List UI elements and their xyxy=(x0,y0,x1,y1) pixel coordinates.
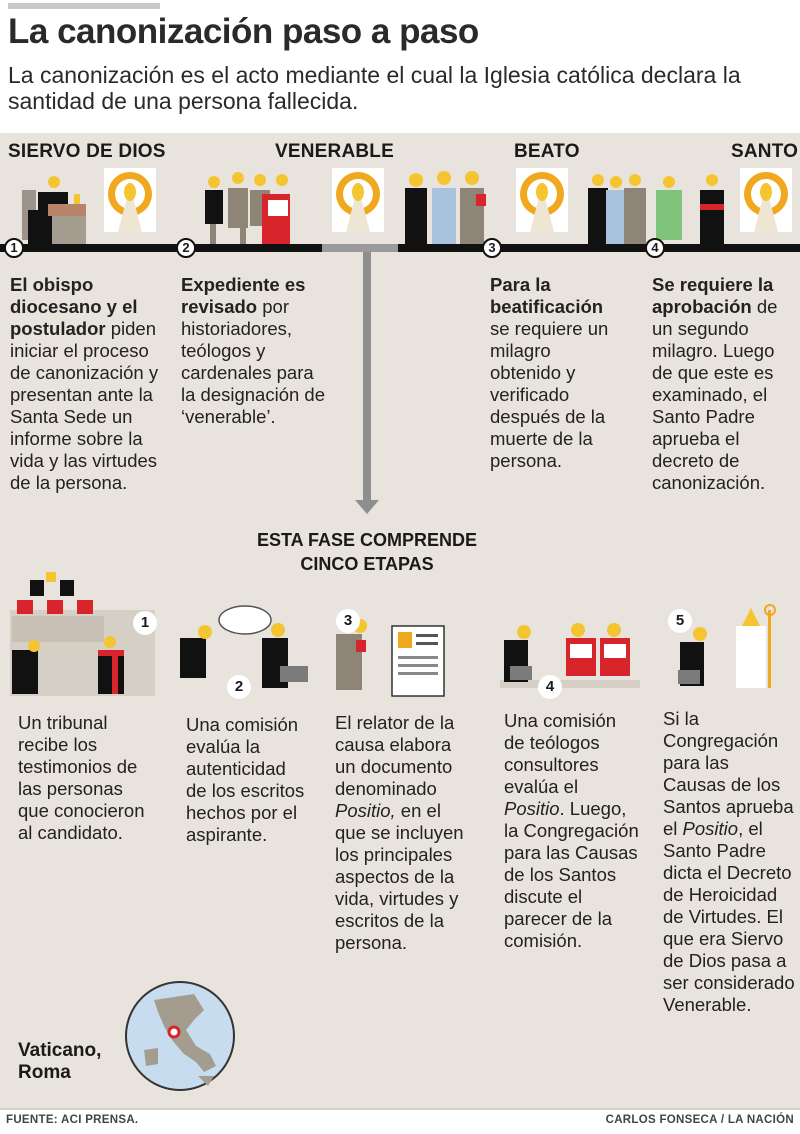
step-number-5: 5 xyxy=(668,609,692,633)
stage-desc-3-rest: se requiere un milagro obtenido y verificado después de la muerte de la persona. xyxy=(490,318,609,471)
stage-desc-1 xyxy=(10,274,170,494)
stage-number-1: 1 xyxy=(4,238,24,258)
top-accent-bar xyxy=(8,3,160,9)
step-desc-5-italic: Positio xyxy=(682,818,739,839)
pope-icon xyxy=(678,605,775,688)
arrow-line xyxy=(363,252,371,502)
footer-source: FUENTE: ACI PRENSA. xyxy=(6,1114,139,1126)
step-desc-5-a: Si la Congregación para las Causas de los Santos aprueba el xyxy=(663,708,794,839)
step-desc-3 xyxy=(335,712,475,954)
stage-title-venerable: VENERABLE xyxy=(275,141,394,162)
stage-number-2: 2 xyxy=(176,238,196,258)
footer-credit: CARLOS FONSECA / LA NACIÓN xyxy=(605,1114,794,1126)
step-desc-5 xyxy=(663,708,795,1016)
cardinals-icon xyxy=(205,172,290,244)
step-desc-4-b: . Luego, la Congregación para las Causas de los Santos discute el parecer de la comisión. xyxy=(504,798,639,951)
halo-icon-3 xyxy=(516,168,568,232)
step-desc-5-b: , el Santo Padre dicta el Decreto de Heroicidad de Virtudes. El que era Siervo de Dios pasa a ser considerado Venerable. xyxy=(663,818,795,1015)
stage-desc-2-rest: por historiadores, teólogos y cardenales para la designación de ‘venerable’. xyxy=(181,296,325,427)
location-label xyxy=(18,1040,101,1084)
step-desc-1: Un tribunal recibe los testimonios de las personas que conocieron al candidato. xyxy=(18,712,145,843)
rome-marker-icon xyxy=(169,1027,179,1037)
page-subtitle: La canonización es el acto mediante el cual la Iglesia católica declara la santidad de una persona fallecida. xyxy=(8,62,741,114)
stage-number-3: 3 xyxy=(482,238,502,258)
halo-icon-1 xyxy=(104,168,156,232)
halo-icon-4 xyxy=(740,168,792,232)
stage-title-santo: SANTO xyxy=(731,141,799,162)
group-pope-icon xyxy=(588,174,724,244)
stage-desc-3 xyxy=(490,274,625,472)
stage-desc-3-bold: Para la beatificación xyxy=(490,274,604,317)
stage-desc-4-bold: Se requiere la aprobación xyxy=(652,274,774,317)
stage-desc-2-bold: Expediente es revisado xyxy=(181,274,306,317)
stage-desc-2 xyxy=(181,274,326,428)
step-number-3: 3 xyxy=(336,609,360,633)
stage-desc-4 xyxy=(652,274,792,494)
stage-desc-1-bold: El obispo diocesano y el postulador xyxy=(10,274,138,339)
step-desc-3-a: El relator de la causa elabora un documento denominado xyxy=(335,712,455,799)
step-desc-3-italic: Positio, xyxy=(335,800,396,821)
doctors-priests-icon xyxy=(405,171,486,244)
footer-divider xyxy=(0,1108,800,1110)
step-desc-4 xyxy=(504,710,639,952)
stage-illustrations xyxy=(0,160,800,270)
step-number-2: 2 xyxy=(227,675,251,699)
stage-number-4: 4 xyxy=(645,238,665,258)
timeline-gap xyxy=(322,244,398,252)
halo-icon-2 xyxy=(332,168,384,232)
arrow-down-icon xyxy=(355,500,379,514)
stage-desc-4-rest: de un segundo milagro. Luego de que este es examinado, el Santo Padre aprueba el decreto de canonización. xyxy=(652,296,778,493)
step-desc-4-italic: Positio xyxy=(504,798,560,819)
step-desc-2: Una comisión evalúa la autenticidad de los escritos hechos por el aspirante. xyxy=(186,714,305,845)
timeline-bar xyxy=(0,244,800,252)
tribunal-icon xyxy=(10,572,155,696)
step-desc-4-a: Una comisión de teólogos consultores evalúa el xyxy=(504,710,617,797)
stage-title-beato: BEATO xyxy=(514,141,580,162)
page-title: La canonización paso a paso xyxy=(8,12,479,51)
italy-map-icon xyxy=(124,980,236,1092)
location-line-1: Vaticano, xyxy=(18,1040,102,1061)
phase-label: ESTA FASE COMPRENDE CINCO ETAPAS xyxy=(256,530,478,574)
step-number-4: 4 xyxy=(538,675,562,699)
location-line-2: Roma xyxy=(18,1062,71,1083)
theologians-icon xyxy=(500,623,640,688)
stage-title-siervo: SIERVO DE DIOS xyxy=(8,141,166,162)
step-desc-3-b: en el que se incluyen los principales aspectos de la vida, virtudes y escritos de la persona. xyxy=(335,800,464,953)
bishop-at-desk-icon xyxy=(22,176,86,244)
step-number-1: 1 xyxy=(133,611,157,635)
stage-desc-1-rest: piden iniciar el proceso de canonización y presentan ante la Santa Sede un informe sobre la vida y las virtudes de la persona. xyxy=(10,318,159,493)
